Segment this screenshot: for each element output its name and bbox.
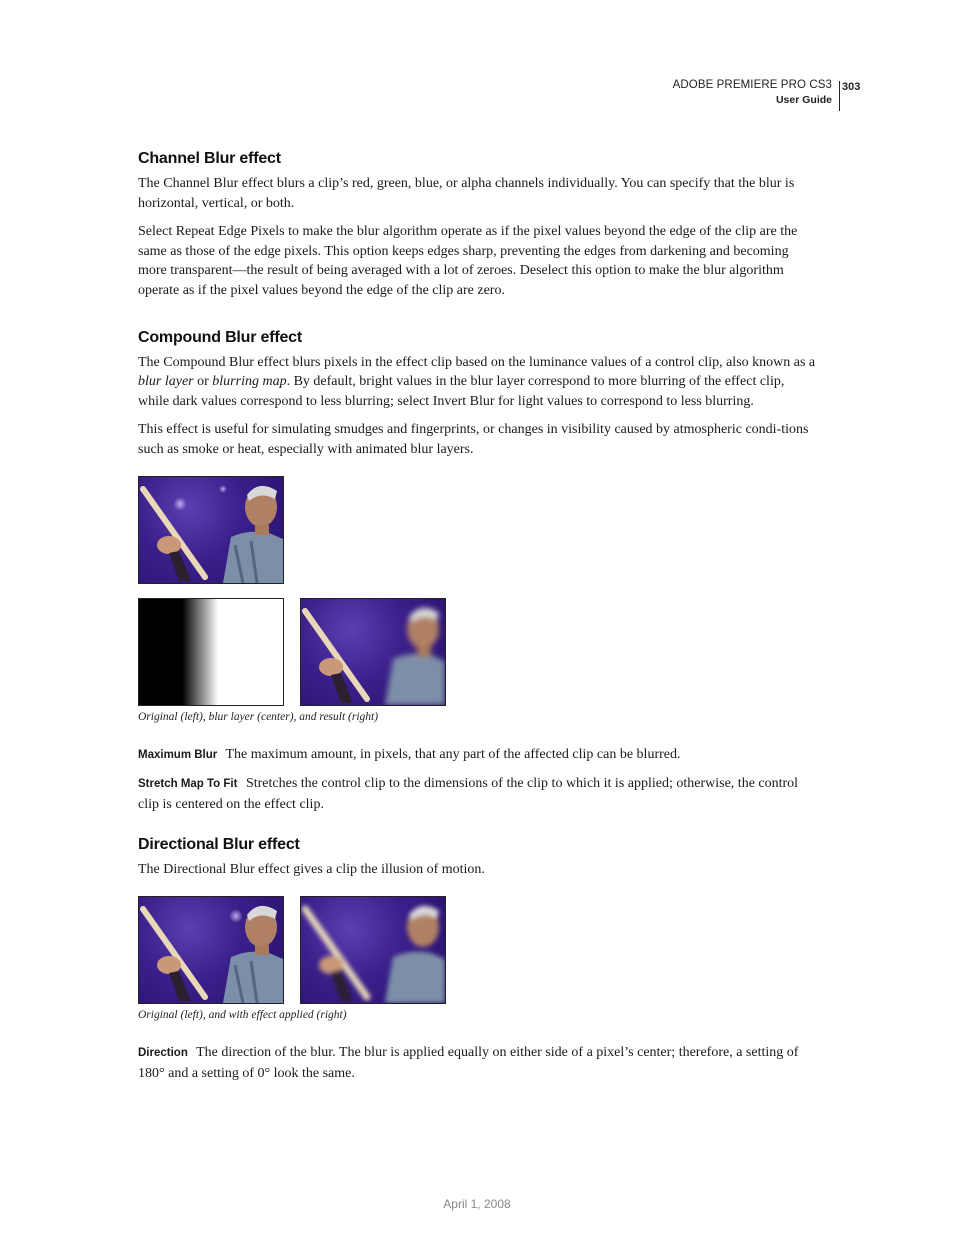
figure-row-bottom [138,598,818,706]
directional-blur-figure [138,896,818,1004]
original-image [138,896,284,1004]
hand-illustration [301,599,445,705]
section-title: Directional Blur effect [138,836,300,854]
emphasis: blur layer [138,374,194,390]
term: Direction [138,1046,188,1059]
header-product: ADOBE PREMIERE PRO CS3 [672,79,832,91]
paragraph: The Channel Blur effect blurs a clip’s red, green, blue, or alpha channels individually. You can specify that the blur is horizontal, vertical, or both. [138,176,795,211]
section-title: Channel Blur effect [138,150,281,167]
text-run: . By default, bright values in the blur layer correspond to more blurring of the effect clip, while dark values correspond to less blurring; select Invert Blur for light values to correspond to less blurring. [138,374,785,409]
paragraph: This effect is useful for simulating smudges and fingerprints, or changes in visibility caused by atmospheric condi-tions such as smoke or heat, especially with animated blur layers. [138,422,809,457]
section-title: Compound Blur effect [138,328,302,346]
header-titles [673,79,832,106]
definition-stretch-map [138,774,818,814]
header-divider [839,81,840,111]
directional-blur-result-image [300,896,446,1004]
paragraph: The Directional Blur effect gives a clip the illusion of motion. [138,862,485,878]
original-image [138,476,284,584]
gradient-map [139,599,283,705]
text-run: or [193,374,213,390]
person-illustration-motion-blurred [301,897,445,1003]
section-channel-blur [138,150,818,301]
blur-layer-image [138,598,284,706]
definition: The maximum amount, in pixels, that any part of the affected clip can be blurred. [225,746,681,762]
result-image [300,598,446,706]
term: Stretch Map To Fit [138,778,238,791]
section-compound-blur [138,329,818,815]
header-guide: User Guide [775,94,832,106]
definition-direction [138,1043,818,1083]
text-run: The Compound Blur effect blurs pixels in the effect clip based on the luminance values of a control clip, also known as a [138,354,816,370]
emphasis: blurring map [212,374,287,390]
page-number: 303 [842,81,861,93]
page-content [138,150,818,1111]
paragraph: Select Repeat Edge Pixels to make the blur algorithm operate as if the pixel values beyond the edge of the clip are the same as those of the edge pixels. This option keeps edges sharp, preventing the edges from darkening and becoming more transparent—the result of being averaged with a lot of zeroes. Deselect this option to make the blur algorithm operate as if the pixel values beyond the edge of the clip are zero. [138,224,798,298]
figure-caption: Original (left), and with effect applied (right) [138,1008,347,1021]
definition: Stretches the control clip to the dimensions of the clip to which it is applied; otherwise, the control clip is centered on the effect clip. [138,776,799,812]
figure-row-top [138,476,818,584]
paragraph [138,353,818,412]
section-directional-blur [138,836,818,1083]
definition-maximum-blur [138,745,818,766]
page-footer-date: April 1, 2008 [443,1197,511,1211]
compound-blur-figure [138,476,818,706]
definition: The direction of the blur. The blur is applied equally on either side of a pixel’s center; therefore, a setting of 180° and a setting of 0° look the same. [138,1044,799,1081]
term: Maximum Blur [138,748,218,761]
person-illustration [139,897,283,1003]
person-illustration [139,477,283,583]
figure-caption: Original (left), blur layer (center), and result (right) [138,710,379,723]
